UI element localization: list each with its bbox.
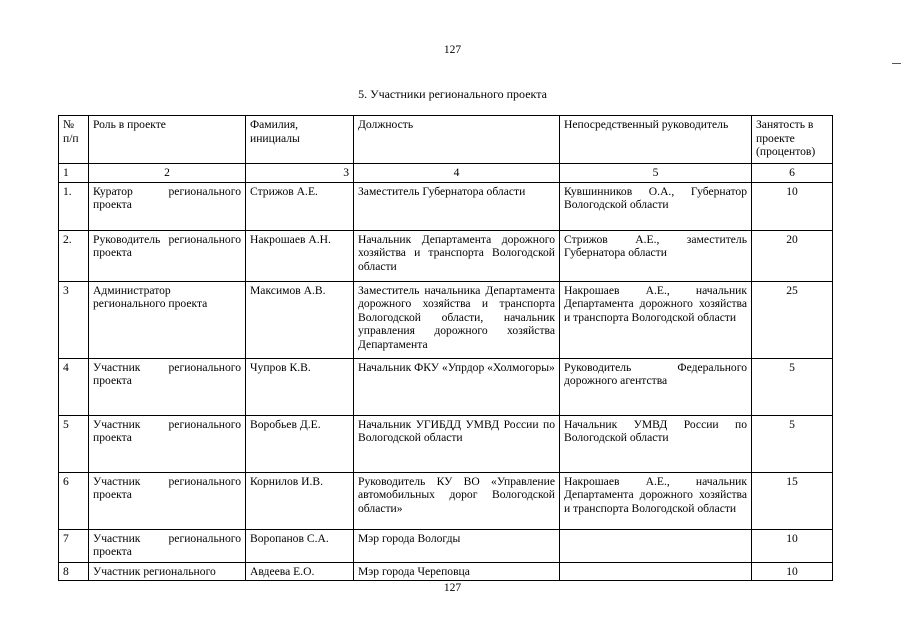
header-supervisor: Непосредственный руководитель xyxy=(560,116,752,164)
row-number: 6 xyxy=(59,472,89,529)
row-load: 15 xyxy=(752,472,833,529)
row-position: Начальник УГИБДД УМВД России по Вологодской области xyxy=(354,415,560,472)
page-number-bottom: 127 xyxy=(443,582,462,594)
table-row xyxy=(59,230,833,281)
row-number: 3 xyxy=(59,281,89,358)
section-title: 5. Участники регионального проекта xyxy=(358,87,547,101)
table-row xyxy=(59,358,833,415)
column-number: 2 xyxy=(89,164,246,183)
row-supervisor: Накрошаев А.Е., начальник Департамента дорожного хозяйства и транспорта Вологодской области xyxy=(560,281,752,358)
row-number: 5 xyxy=(59,415,89,472)
row-supervisor xyxy=(560,562,752,581)
row-name: Воропанов С.А. xyxy=(246,529,354,562)
header-role: Роль в проекте xyxy=(89,116,246,164)
column-number: 6 xyxy=(752,164,833,183)
row-role: Участник регионального проекта xyxy=(89,415,246,472)
page-edge-mark xyxy=(892,63,901,64)
row-load: 10 xyxy=(752,562,833,581)
column-number-row xyxy=(59,164,833,183)
table-row xyxy=(59,472,833,529)
row-number: 8 xyxy=(59,562,89,581)
header-name: Фамилия, инициалы xyxy=(246,116,354,164)
row-supervisor: Стрижов А.Е., заместитель Губернатора области xyxy=(560,230,752,281)
page-number-top: 127 xyxy=(443,44,462,56)
participants-table xyxy=(58,115,833,581)
row-role: Куратор регионального проекта xyxy=(89,182,246,230)
table-row xyxy=(59,281,833,358)
header-load: Занятость в проекте (процентов) xyxy=(752,116,833,164)
row-position: Заместитель начальника Департамента дорожного хозяйства и транспорта Вологодской области, начальник управления дорожного хозяйства Департамента xyxy=(354,281,560,358)
row-name: Авдеева Е.О. xyxy=(246,562,354,581)
row-supervisor: Руководитель Федерального дорожного агентства xyxy=(560,358,752,415)
row-load: 10 xyxy=(752,182,833,230)
table-row xyxy=(59,182,833,230)
row-name: Стрижов А.Е. xyxy=(246,182,354,230)
table-row xyxy=(59,529,833,562)
row-position: Руководитель КУ ВО «Управление автомобильных дорог Вологодской области» xyxy=(354,472,560,529)
header-number: № п/п xyxy=(59,116,89,164)
row-name: Чупров К.В. xyxy=(246,358,354,415)
table-header-row xyxy=(59,116,833,164)
row-role: Участник регионального проекта xyxy=(89,472,246,529)
row-role: Участник регионального проекта xyxy=(89,529,246,562)
row-load: 20 xyxy=(752,230,833,281)
row-position: Начальник ФКУ «Упрдор «Холмогоры» xyxy=(354,358,560,415)
column-number: 4 xyxy=(354,164,560,183)
row-load: 25 xyxy=(752,281,833,358)
row-supervisor xyxy=(560,529,752,562)
row-supervisor: Кувшинников О.А., Губернатор Вологодской области xyxy=(560,182,752,230)
column-number: 1 xyxy=(59,164,89,183)
row-load: 5 xyxy=(752,358,833,415)
row-role: Руководитель регионального проекта xyxy=(89,230,246,281)
row-supervisor: Накрошаев А.Е., начальник Департамента дорожного хозяйства и транспорта Вологодской области xyxy=(560,472,752,529)
row-number: 4 xyxy=(59,358,89,415)
row-role: Участник регионального xyxy=(89,562,246,581)
row-role: Администратор регионального проекта xyxy=(89,281,246,358)
row-load: 10 xyxy=(752,529,833,562)
row-position: Заместитель Губернатора области xyxy=(354,182,560,230)
column-number: 3 xyxy=(246,164,354,183)
row-number: 2. xyxy=(59,230,89,281)
table-row xyxy=(59,562,833,581)
row-supervisor: Начальник УМВД России по Вологодской области xyxy=(560,415,752,472)
row-name: Максимов А.В. xyxy=(246,281,354,358)
row-load: 5 xyxy=(752,415,833,472)
row-role: Участник регионального проекта xyxy=(89,358,246,415)
row-position: Мэр города Череповца xyxy=(354,562,560,581)
row-position: Начальник Департамента дорожного хозяйства и транспорта Вологодской области xyxy=(354,230,560,281)
row-number: 1. xyxy=(59,182,89,230)
column-number: 5 xyxy=(560,164,752,183)
row-name: Накрошаев А.Н. xyxy=(246,230,354,281)
row-number: 7 xyxy=(59,529,89,562)
header-position: Должность xyxy=(354,116,560,164)
table-row xyxy=(59,415,833,472)
row-position: Мэр города Вологды xyxy=(354,529,560,562)
row-name: Воробьев Д.Е. xyxy=(246,415,354,472)
row-name: Корнилов И.В. xyxy=(246,472,354,529)
